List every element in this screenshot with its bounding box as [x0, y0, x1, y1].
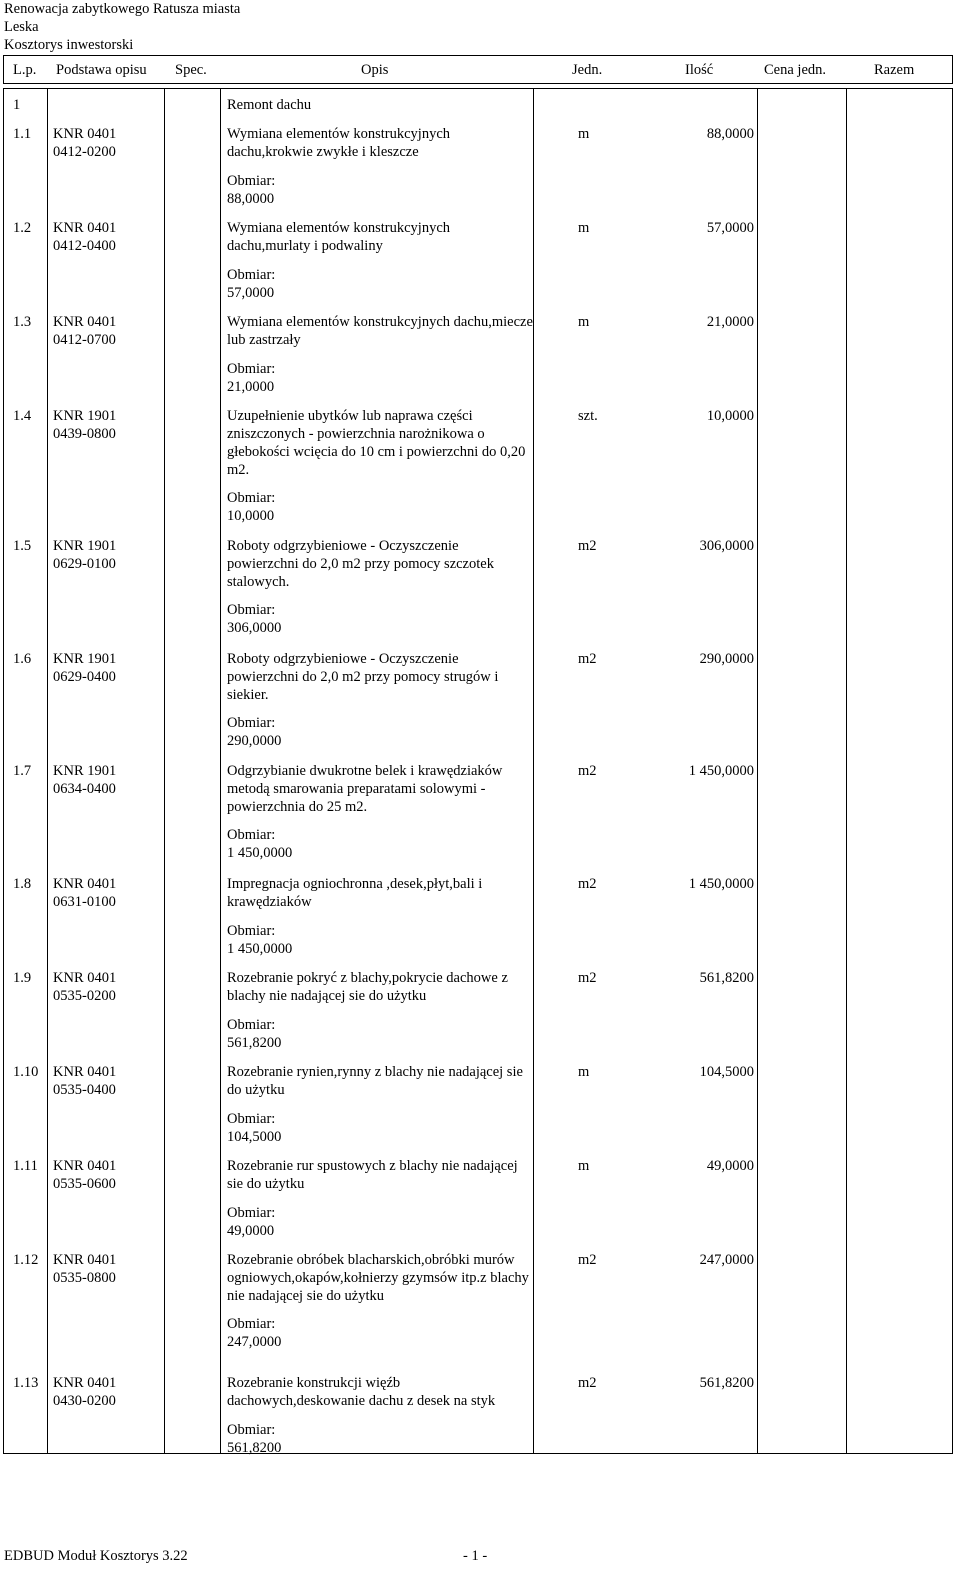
row-quantity: 21,0000 [706, 314, 754, 330]
measurement-value: 10,0000 [227, 508, 275, 524]
measurement-value: 1 450,0000 [227, 941, 293, 957]
row-quantity: 561,8200 [699, 1375, 754, 1391]
row-description: Wymiana elementów konstrukcyjnych dachu,krokwie zwykłe i kleszcze [227, 126, 451, 160]
row-description: Wymiana elementów konstrukcyjnych dachu,miecze lub zastrzały [227, 314, 533, 348]
measurement-value: 290,0000 [227, 733, 282, 749]
row-unit: m2 [578, 538, 597, 554]
row-unit: m2 [578, 1252, 597, 1268]
header-quantity: Ilość [685, 62, 714, 78]
measurement-label: Obmiar: [227, 173, 276, 189]
row-measurement [227, 266, 427, 302]
row-quantity: 247,0000 [699, 1252, 754, 1268]
row-number: 1.6 [13, 651, 32, 667]
basis-position: 0430-0200 [53, 1393, 116, 1409]
header-spec: Spec. [175, 62, 207, 78]
row-measurement [227, 601, 427, 637]
measurement-label: Obmiar: [227, 1316, 276, 1332]
row-description: Rozebranie obróbek blacharskich,obróbki murów ogniowych,okapów,kołnierzy gzymsów itp.z blachy nie nadającej sie do użytku [227, 1252, 529, 1304]
measurement-value: 247,0000 [227, 1334, 282, 1350]
measurement-label: Obmiar: [227, 715, 276, 731]
row-measurement [227, 922, 427, 958]
row-unit: m [578, 1064, 590, 1080]
row-measurement [227, 1204, 427, 1240]
basis-catalog: KNR 1901 [53, 651, 117, 667]
row-number: 1.11 [13, 1158, 38, 1174]
row-basis [53, 407, 163, 443]
title-line-1: Renowacja zabytkowego Ratusza miasta [4, 1, 241, 17]
row-number: 1.7 [13, 763, 32, 779]
row-quantity: 104,5000 [699, 1064, 754, 1080]
row-description: Wymiana elementów konstrukcyjnych dachu,murlaty i podwaliny [227, 220, 451, 254]
basis-catalog: KNR 0401 [53, 126, 117, 142]
row-basis [53, 875, 163, 911]
row-basis [53, 1251, 163, 1287]
row-basis [53, 969, 163, 1005]
row-number: 1.13 [13, 1375, 39, 1391]
row-number: 1.5 [13, 538, 32, 554]
row-basis [53, 1374, 163, 1410]
basis-catalog: KNR 0401 [53, 1064, 117, 1080]
measurement-label: Obmiar: [227, 602, 276, 618]
basis-position: 0629-0400 [53, 669, 116, 685]
row-measurement [227, 714, 427, 750]
row-basis [53, 762, 163, 798]
row-number: 1.4 [13, 408, 32, 424]
measurement-value: 49,0000 [227, 1223, 275, 1239]
header-total: Razem [874, 62, 915, 78]
row-basis [53, 125, 163, 161]
measurement-value: 104,5000 [227, 1129, 282, 1145]
row-description: Uzupełnienie ubytków lub naprawa części zniszczonych - powierzchnia narożnikowa o głebokości wcięcia do 10 cm i powierzchni do 0,20 m2. [227, 408, 526, 478]
row-unit: m2 [578, 1375, 597, 1391]
row-number: 1.3 [13, 314, 32, 330]
row-description: Roboty odgrzybieniowe - Oczyszczenie powierzchni do 2,0 m2 przy pomocy szczotek stalowych. [227, 538, 494, 590]
measurement-label: Obmiar: [227, 361, 276, 377]
table-header [3, 55, 953, 84]
measurement-label: Obmiar: [227, 490, 276, 506]
measurement-label: Obmiar: [227, 827, 276, 843]
row-unit: m [578, 1158, 590, 1174]
row-description: Rozebranie rynien,rynny z blachy nie nadającej sie do użytku [227, 1064, 523, 1098]
row-quantity: 88,0000 [706, 126, 754, 142]
column-divider [846, 89, 847, 1453]
row-measurement [227, 360, 427, 396]
row-measurement [227, 1421, 427, 1457]
header-lp: L.p. [13, 62, 37, 78]
title-line-3: Kosztorys inwestorski [4, 37, 134, 53]
page-number: - 1 - [463, 1548, 488, 1564]
row-basis [53, 650, 163, 686]
basis-position: 0535-0200 [53, 988, 116, 1004]
row-description: Rozebranie rur spustowych z blachy nie nadającej sie do użytku [227, 1158, 518, 1192]
section-title: Remont dachu [227, 97, 312, 113]
row-description: Impregnacja ogniochronna ,desek,płyt,bali i krawędziaków [227, 876, 483, 910]
row-unit: m2 [578, 651, 597, 667]
row-basis [53, 537, 163, 573]
row-number: 1.9 [13, 970, 32, 986]
row-quantity: 306,0000 [699, 538, 754, 554]
row-measurement [227, 1110, 427, 1146]
row-description: Rozebranie pokryć z blachy,pokrycie dachowe z blachy nie nadającej sie do użytku [227, 970, 508, 1004]
column-divider [757, 89, 758, 1453]
row-measurement [227, 826, 427, 862]
column-divider [47, 89, 48, 1453]
basis-position: 0535-0600 [53, 1176, 116, 1192]
row-basis [53, 313, 163, 349]
title-line-2: Leska [4, 19, 39, 35]
basis-catalog: KNR 0401 [53, 970, 117, 986]
basis-catalog: KNR 0401 [53, 314, 117, 330]
row-measurement [227, 1315, 427, 1351]
row-number: 1.10 [13, 1064, 39, 1080]
header-unit: Jedn. [572, 62, 603, 78]
row-number: 1.12 [13, 1252, 39, 1268]
basis-catalog: KNR 0401 [53, 1158, 117, 1174]
header-unit-price: Cena jedn. [764, 62, 827, 78]
row-basis [53, 1063, 163, 1099]
basis-catalog: KNR 1901 [53, 408, 117, 424]
measurement-label: Obmiar: [227, 1422, 276, 1438]
basis-catalog: KNR 1901 [53, 538, 117, 554]
measurement-label: Obmiar: [227, 267, 276, 283]
section-number: 1 [13, 97, 21, 113]
row-unit: m [578, 314, 590, 330]
row-number: 1.2 [13, 220, 32, 236]
basis-position: 0634-0400 [53, 781, 116, 797]
basis-catalog: KNR 0401 [53, 1375, 117, 1391]
row-unit: szt. [578, 408, 598, 424]
row-unit: m2 [578, 970, 597, 986]
header-description: Opis [361, 62, 389, 78]
basis-catalog: KNR 0401 [53, 220, 117, 236]
row-quantity: 561,8200 [699, 970, 754, 986]
basis-position: 0412-0200 [53, 144, 116, 160]
basis-position: 0439-0800 [53, 426, 116, 442]
document-title [4, 0, 274, 54]
measurement-value: 561,8200 [227, 1440, 282, 1456]
row-unit: m2 [578, 876, 597, 892]
column-divider [533, 89, 534, 1453]
row-measurement [227, 489, 427, 525]
row-description: Odgrzybianie dwukrotne belek i krawędziaków metodą smarowania preparatami solowymi - powierzchnia do 25 m2. [227, 763, 503, 815]
measurement-label: Obmiar: [227, 1017, 276, 1033]
row-quantity: 290,0000 [699, 651, 754, 667]
row-measurement [227, 1016, 427, 1052]
row-number: 1.8 [13, 876, 32, 892]
row-unit: m [578, 126, 590, 142]
basis-position: 0535-0400 [53, 1082, 116, 1098]
basis-catalog: KNR 1901 [53, 763, 117, 779]
measurement-value: 1 450,0000 [227, 845, 293, 861]
measurement-label: Obmiar: [227, 923, 276, 939]
basis-position: 0412-0700 [53, 332, 116, 348]
measurement-value: 306,0000 [227, 620, 282, 636]
measurement-value: 21,0000 [227, 379, 275, 395]
basis-position: 0631-0100 [53, 894, 116, 910]
row-unit: m [578, 220, 590, 236]
cost-estimate-table [3, 88, 953, 1454]
column-divider [220, 89, 221, 1453]
basis-position: 0412-0400 [53, 238, 116, 254]
row-number: 1.1 [13, 126, 32, 142]
row-measurement [227, 172, 427, 208]
measurement-value: 88,0000 [227, 191, 275, 207]
row-quantity: 1 450,0000 [688, 876, 754, 892]
row-quantity: 57,0000 [706, 220, 754, 236]
row-description: Rozebranie konstrukcji więźb dachowych,deskowanie dachu z desek na styk [227, 1375, 496, 1409]
row-basis [53, 219, 163, 255]
header-basis: Podstawa opisu [56, 62, 147, 78]
row-quantity: 1 450,0000 [688, 763, 754, 779]
footer-software: EDBUD Moduł Kosztorys 3.22 [4, 1548, 188, 1564]
column-divider [164, 89, 165, 1453]
basis-catalog: KNR 0401 [53, 1252, 117, 1268]
row-unit: m2 [578, 763, 597, 779]
measurement-value: 57,0000 [227, 285, 275, 301]
basis-position: 0629-0100 [53, 556, 116, 572]
basis-catalog: KNR 0401 [53, 876, 117, 892]
measurement-label: Obmiar: [227, 1205, 276, 1221]
measurement-label: Obmiar: [227, 1111, 276, 1127]
basis-position: 0535-0800 [53, 1270, 116, 1286]
row-quantity: 49,0000 [706, 1158, 754, 1174]
row-description: Roboty odgrzybieniowe - Oczyszczenie powierzchni do 2,0 m2 przy pomocy strugów i siekier. [227, 651, 499, 703]
row-basis [53, 1157, 163, 1193]
measurement-value: 561,8200 [227, 1035, 282, 1051]
row-quantity: 10,0000 [706, 408, 754, 424]
